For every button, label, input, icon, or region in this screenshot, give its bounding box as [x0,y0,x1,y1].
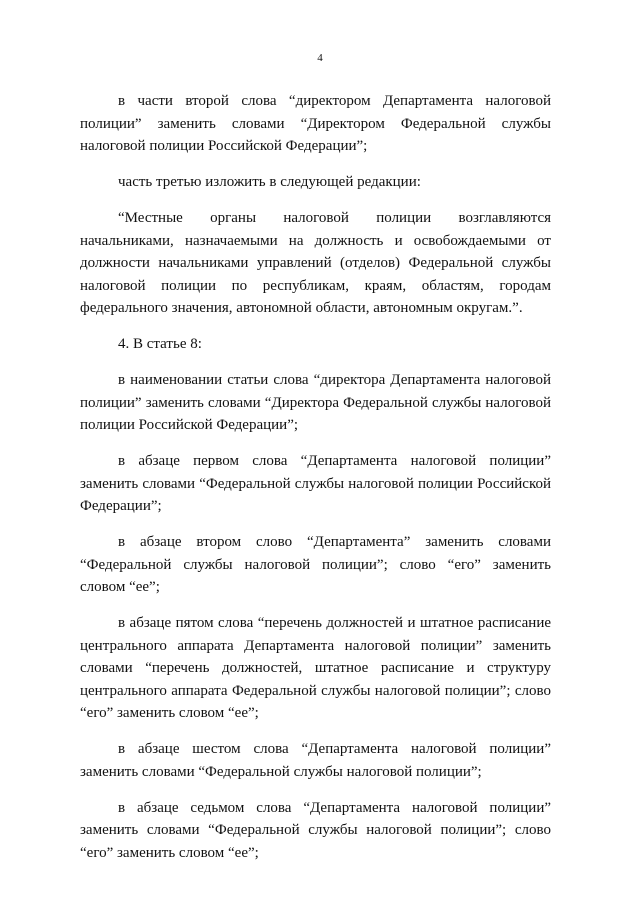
paragraph-article-8-heading: 4. В статье 8: [118,336,202,352]
paragraph-part-two: в части второй слова “директором Департамента налоговой полиции” заменить словами “Директором Федеральной службы налоговой полиции Российской Федерации”; [80,93,551,154]
paragraph-abzac-1: в абзаце первом слова “Департамента налоговой полиции” заменить словами “Федеральной службы налоговой полиции Российской Федерации”; [80,453,551,514]
paragraph-article-title: в наименовании статьи слова “директора Департамента налоговой полиции” заменить словами “Директора Федеральной службы налоговой полиции Российской Федерации”; [80,372,551,433]
paragraph-quoted-text: “Местные органы налоговой полиции возглавляются начальниками, назначаемыми на должность и освобождаемыми от должности начальниками управлений (отделов) Федеральной службы налоговой полиции по республикам, краям, областям, городам федерального значения, автономной области, автономным округам.”. [80,210,551,316]
paragraph-part-three-intro: часть третью изложить в следующей редакции: [118,174,421,190]
paragraph-abzac-2: в абзаце втором слово “Департамента” заменить словами “Федеральной службы налоговой полиции”; слово “его” заменить словом “ее”; [80,534,551,595]
paragraph-abzac-6: в абзаце шестом слова “Департамента налоговой полиции” заменить словами “Федеральной службы налоговой полиции”; [80,741,551,780]
paragraph-abzac-7: в абзаце седьмом слова “Департамента налоговой полиции” заменить словами “Федеральной службы налоговой полиции”; слово “его” заменить словом “ее”; [80,799,551,861]
page-number: 4 [317,52,323,64]
document-body [80,90,551,878]
paragraph-abzac-5: в абзаце пятом слова “перечень должностей и штатное расписание центрального аппарата Департамента налоговой полиции” заменить словами “перечень должностей, штатное расписание и структуру центрального аппарата Федеральной службы налоговой полиции”; слово “его” заменить словом “ее”; [80,615,551,721]
